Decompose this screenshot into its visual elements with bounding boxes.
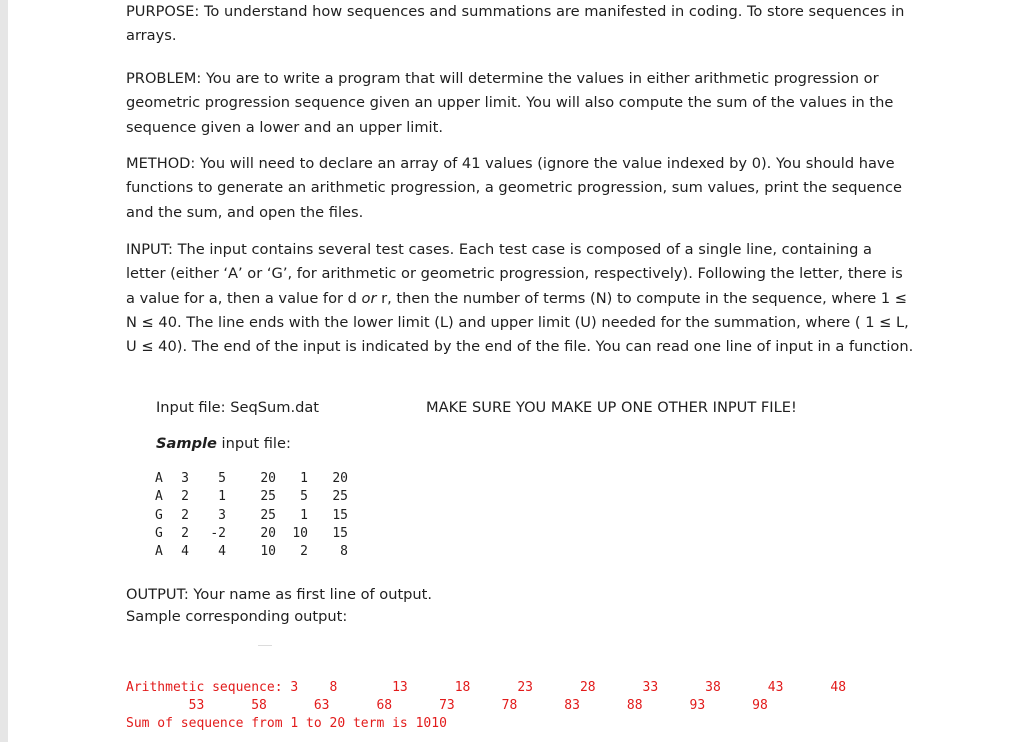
output-description: OUTPUT: Your name as first line of output. <box>126 586 433 603</box>
input-paragraph <box>126 238 916 359</box>
sample-input-heading <box>156 434 291 454</box>
table-cell: A <box>155 489 163 505</box>
table-cell: 25 <box>260 489 276 505</box>
purpose-paragraph: PURPOSE: To understand how sequences and summations are manifested in coding. To store sequences in arrays. <box>126 3 905 45</box>
table-cell: 20 <box>260 471 276 486</box>
page-margin-strip <box>0 0 8 742</box>
method-paragraph: METHOD: You will need to declare an array of 41 values (ignore the value indexed by 0). You should have functions to generate an arithmetic progression, a geometric progression, sum values, print the sequence and the sum, and open the files. <box>126 155 903 221</box>
table-cell: A <box>155 471 163 486</box>
sample-bold-word: Sample <box>156 435 217 452</box>
make-sure-note: MAKE SURE YOU MAKE UP ONE OTHER INPUT FILE! <box>426 399 797 416</box>
table-cell: 25 <box>260 507 276 523</box>
table-cell: G <box>155 507 163 523</box>
input-text-start: INPUT: The input contains several test cases. Each test case is composed of a single line, containing a letter (either ‘A’ or ‘G’, for arithmetic or geometric progression, respectively). Following the letter, there is a value for a, then a value for d <box>126 241 903 307</box>
table-cell: 10 <box>260 544 276 560</box>
table-cell: 1 <box>300 507 308 523</box>
table-cell: 5 <box>300 489 308 505</box>
output-sum-line: Sum of sequence from 1 to 20 term is 1010 <box>126 716 447 731</box>
table-cell: G <box>155 525 163 541</box>
table-cell: 15 <box>332 507 348 523</box>
input-or-italic: or <box>361 289 377 307</box>
table-cell: 20 <box>332 471 348 486</box>
sample-output-label: Sample corresponding output: <box>126 608 348 625</box>
sample-input-table <box>155 470 348 561</box>
problem-paragraph: PROBLEM: You are to write a program that will determine the values in either arithmetic progression or geometric progression sequence given an upper limit. You will also compute the sum of the values in the sequence given a lower and an upper limit. <box>126 70 894 136</box>
table-cell: 20 <box>260 525 276 541</box>
table-row <box>155 488 348 506</box>
table-row <box>155 507 348 525</box>
table-cell: 4 <box>181 544 189 560</box>
table-cell: 1 <box>218 489 226 505</box>
table-cell: A <box>155 544 163 560</box>
table-cell: -2 <box>210 525 226 541</box>
table-cell: 8 <box>340 544 348 560</box>
table-cell: 2 <box>181 507 189 523</box>
table-cell: 2 <box>181 525 189 541</box>
table-cell: 15 <box>332 525 348 541</box>
table-cell: 25 <box>332 489 348 505</box>
input-text-end: r, then the number of terms (N) to compute in the sequence, where 1 ≤ N ≤ 40. The line ends with the lower limit (L) and upper limit (U) needed for the summation, where ( 1 ≤ L, U ≤ 40). The end of the input is indicated by the end of the file. You can read one line of input in a function. <box>126 289 914 356</box>
table-row <box>155 470 348 488</box>
output-sequence-line: Arithmetic sequence: 3 8 13 18 23 28 33 38 43 48 <box>126 680 847 695</box>
table-cell: 1 <box>300 471 308 486</box>
table-cell: 4 <box>218 544 226 560</box>
table-cell: 3 <box>181 471 189 486</box>
table-cell: 5 <box>218 471 226 486</box>
table-cell: 2 <box>300 544 308 560</box>
table-cell: 2 <box>181 489 189 505</box>
output-sequence-continuation: 53 58 63 68 73 78 83 88 93 98 <box>126 698 768 713</box>
table-row <box>155 525 348 543</box>
table-row <box>155 543 348 561</box>
table-cell: 3 <box>218 507 226 523</box>
table-cell: 10 <box>292 525 308 541</box>
faint-mark <box>258 645 272 646</box>
sample-heading-rest: input file: <box>216 435 291 452</box>
input-file-label: Input file: SeqSum.dat <box>156 399 320 416</box>
